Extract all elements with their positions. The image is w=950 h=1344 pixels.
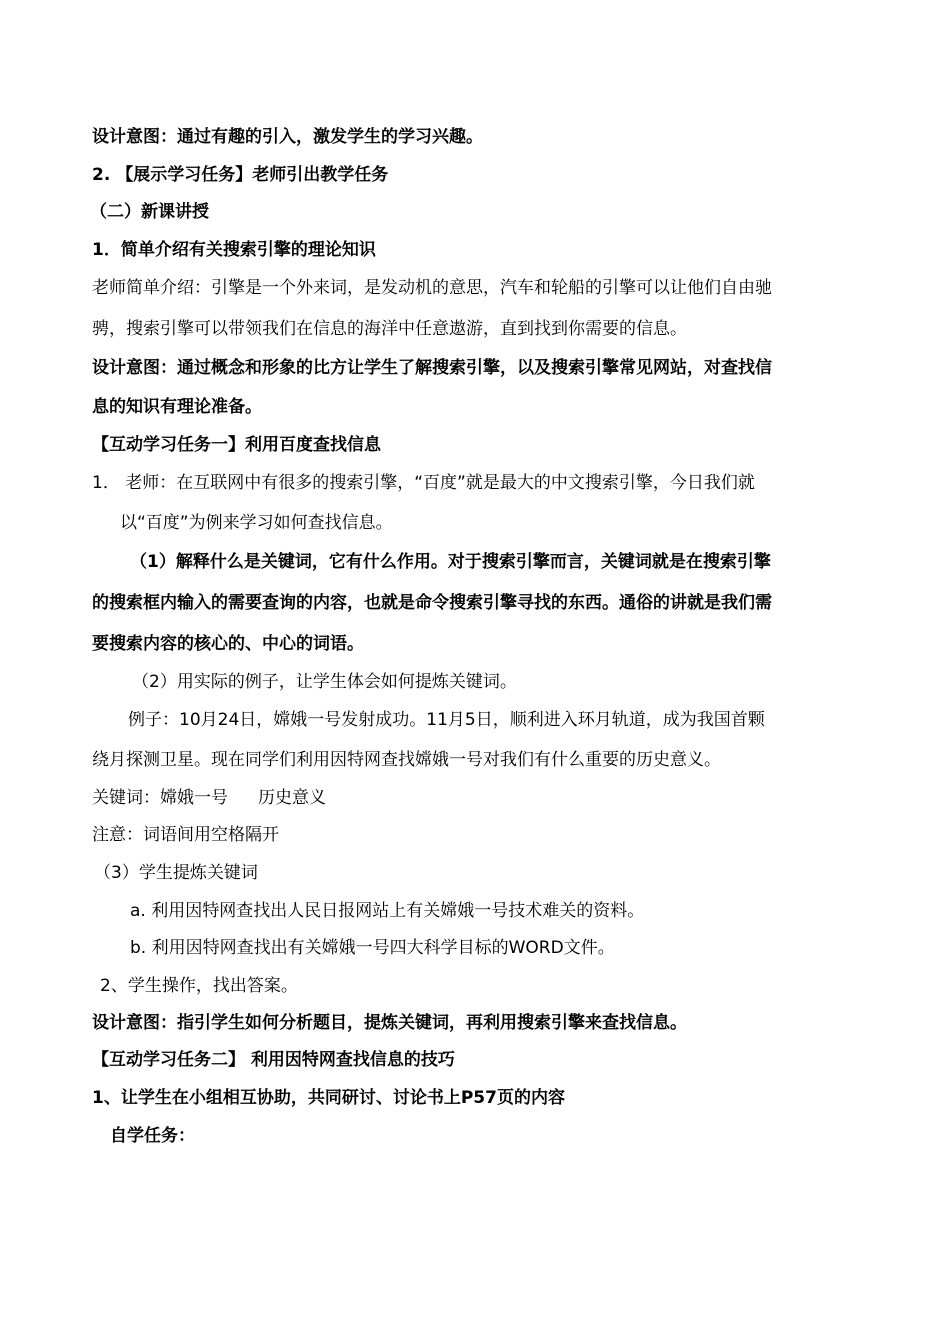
interactive-task-1-heading: 【互动学习任务一】利用百度查找信息 [92,435,381,455]
keyword-explanation-1: （1）解释什么是关键词，它有什么作用。对于搜索引擎而言，关键词就是在搜索引擎 [130,552,771,572]
keyword-explanation-2: 的搜索框内输入的需要查询的内容，也就是命令搜索引擎寻找的东西。通俗的讲就是我们需 [92,593,772,613]
design-intent-1: 设计意图：通过有趣的引入，激发学生的学习兴趣。 [92,127,483,147]
section-heading-new-lesson: （二）新课讲授 [90,202,209,222]
step-2-student-operation: 2、学生操作，找出答案。 [100,976,298,996]
keywords-label-1: 关键词：嫦娥一号 [92,788,228,808]
example-text-2: 绕月探测卫星。现在同学们利用因特网查找嫦娥一号对我们有什么重要的历史意义。 [92,750,721,770]
list-item-1a: 1． 老师：在互联网中有很多的搜索引擎，“百度”就是最大的中文搜索引擎，今日我们就 [92,473,755,493]
design-intent-2b: 息的知识有理论准备。 [92,397,262,417]
paragraph-teacher-intro-2: 骋，搜索引擎可以带领我们在信息的海洋中任意遨游，直到找到你需要的信息。 [92,319,687,339]
example-intro: （2）用实际的例子，让学生体会如何提炼关键词。 [132,672,517,692]
task-heading-2: 2. 【展示学习任务】老师引出教学任务 [92,165,389,185]
sub-item-a: a. 利用因特网查找出人民日报网站上有关嫦娥一号技术难关的资料。 [130,901,645,921]
keywords-line [92,787,326,809]
group-discussion-line: 1、让学生在小组相互协助，共同研讨、讨论书上P57页的内容 [92,1088,565,1108]
self-study-task-label: 自学任务： [110,1126,195,1146]
keyword-explanation-3: 要搜索内容的核心的、中心的词语。 [92,634,364,654]
interactive-task-2-heading: 【互动学习任务二】 利用因特网查找信息的技巧 [92,1050,455,1070]
design-intent-2a: 设计意图：通过概念和形象的比方让学生了解搜索引擎，以及搜索引擎常见网站，对查找信 [92,358,772,378]
sub-item-b: b. 利用因特网查找出有关嫦娥一号四大科学目标的WORD文件。 [130,938,615,958]
step-3-heading: （3）学生提炼关键词 [94,863,258,883]
subheading-search-engine-theory: 1．简单介绍有关搜索引擎的理论知识 [92,240,376,260]
keywords-label-2: 历史意义 [258,788,326,808]
design-intent-3: 设计意图：指引学生如何分析题目，提炼关键词，再利用搜索引擎来查找信息。 [92,1013,687,1033]
list-item-1b: 以“百度”为例来学习如何查找信息。 [120,513,393,533]
note-line: 注意：词语间用空格隔开 [92,825,279,845]
paragraph-teacher-intro-1: 老师简单介绍：引擎是一个外来词，是发动机的意思，汽车和轮船的引擎可以让他们自由驰 [92,278,772,298]
example-text-1: 例子：10月24日，嫦娥一号发射成功。11月5日，顺利进入环月轨道，成为我国首颗 [128,710,765,730]
